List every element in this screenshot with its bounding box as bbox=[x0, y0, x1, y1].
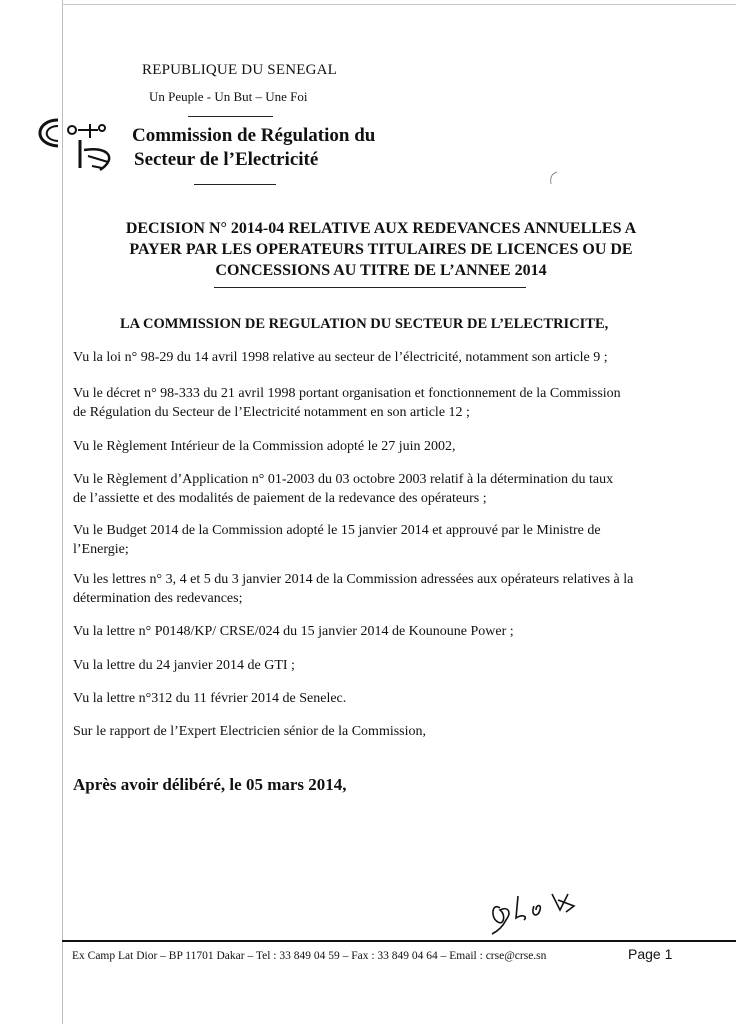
visa-paragraph bbox=[73, 657, 669, 676]
organization-name-line1: Commission de Régulation du bbox=[132, 125, 376, 146]
visa-line: de Régulation du Secteur de l’Electricité notamment en son article 12 ; bbox=[73, 404, 470, 420]
organization-name bbox=[132, 124, 375, 172]
visa-line: Vu le Budget 2014 de la Commission adopté le 15 janvier 2014 et approuvé par le Ministre de bbox=[73, 523, 601, 538]
decision-title-line1: DECISION N° 2014-04 RELATIVE AUX REDEVANCES ANNUELLES A bbox=[125, 220, 637, 237]
national-motto: Un Peuple - Un But – Une Foi bbox=[149, 89, 308, 104]
visa-paragraph bbox=[73, 623, 669, 642]
visa-line: Sur le rapport de l’Expert Electricien sénior de la Commission, bbox=[73, 724, 427, 739]
visa-paragraph bbox=[73, 471, 669, 508]
organization-name-line2: Secteur de l’Electricité bbox=[134, 149, 319, 170]
commission-heading: LA COMMISSION DE REGULATION DU SECTEUR DE L’ELECTRICITE, bbox=[120, 316, 609, 332]
header-divider bbox=[188, 116, 273, 117]
visa-paragraph bbox=[73, 438, 669, 457]
visa-paragraph bbox=[73, 349, 669, 368]
crse-logo-icon bbox=[28, 116, 128, 178]
visa-line: l’Energie; bbox=[73, 541, 129, 557]
visa-line: détermination des redevances; bbox=[73, 590, 243, 606]
visa-line: de l’assiette et des modalités de paiement de la redevance des opérateurs ; bbox=[73, 490, 487, 506]
visa-paragraph bbox=[73, 723, 669, 742]
visa-paragraph bbox=[73, 385, 669, 422]
deliberation-statement: Après avoir délibéré, le 05 mars 2014, bbox=[73, 775, 347, 794]
footer-divider bbox=[62, 940, 736, 942]
visa-line: Vu le décret n° 98-333 du 21 avril 1998 portant organisation et fonctionnement de la Commission bbox=[73, 386, 621, 401]
republic-name: REPUBLIQUE DU SENEGAL bbox=[142, 62, 338, 78]
visa-line: Vu la lettre n°312 du 11 février 2014 de Senelec. bbox=[73, 691, 347, 706]
visa-line: Vu la lettre du 24 janvier 2014 de GTI ; bbox=[73, 658, 295, 673]
decision-title bbox=[86, 218, 676, 281]
visa-paragraph bbox=[73, 690, 669, 709]
visa-line: Vu le Règlement Intérieur de la Commission adopté le 27 juin 2002, bbox=[73, 439, 456, 454]
visa-line: Vu les lettres n° 3, 4 et 5 du 3 janvier 2014 de la Commission adressées aux opérateurs relatives à la bbox=[73, 572, 634, 587]
visa-line: Vu la lettre n° P0148/KP/ CRSE/024 du 15 janvier 2014 de Kounoune Power ; bbox=[73, 624, 514, 639]
scan-top-line bbox=[62, 4, 736, 5]
visa-paragraph bbox=[73, 522, 669, 559]
visa-paragraph bbox=[73, 571, 669, 608]
footer-address: Ex Camp Lat Dior – BP 11701 Dakar – Tel : 33 849 04 59 – Fax : 33 849 04 64 – Email : crse@crse.sn bbox=[72, 950, 547, 962]
title-underline bbox=[214, 287, 526, 288]
decision-title-line3: CONCESSIONS AU TITRE DE L’ANNEE 2014 bbox=[215, 262, 547, 279]
handwritten-initials-icon bbox=[482, 888, 592, 936]
visa-line: Vu la loi n° 98-29 du 14 avril 1998 relative au secteur de l’électricité, notamment son article 9 ; bbox=[73, 350, 608, 365]
organization-divider bbox=[194, 184, 276, 185]
visa-line: Vu le Règlement d’Application n° 01-2003 du 03 octobre 2003 relatif à la détermination du taux bbox=[73, 472, 614, 487]
page-number: Page 1 bbox=[628, 946, 673, 962]
scan-mark-icon bbox=[548, 170, 558, 186]
decision-title-line2: PAYER PAR LES OPERATEURS TITULAIRES DE LICENCES OU DE bbox=[129, 241, 633, 258]
